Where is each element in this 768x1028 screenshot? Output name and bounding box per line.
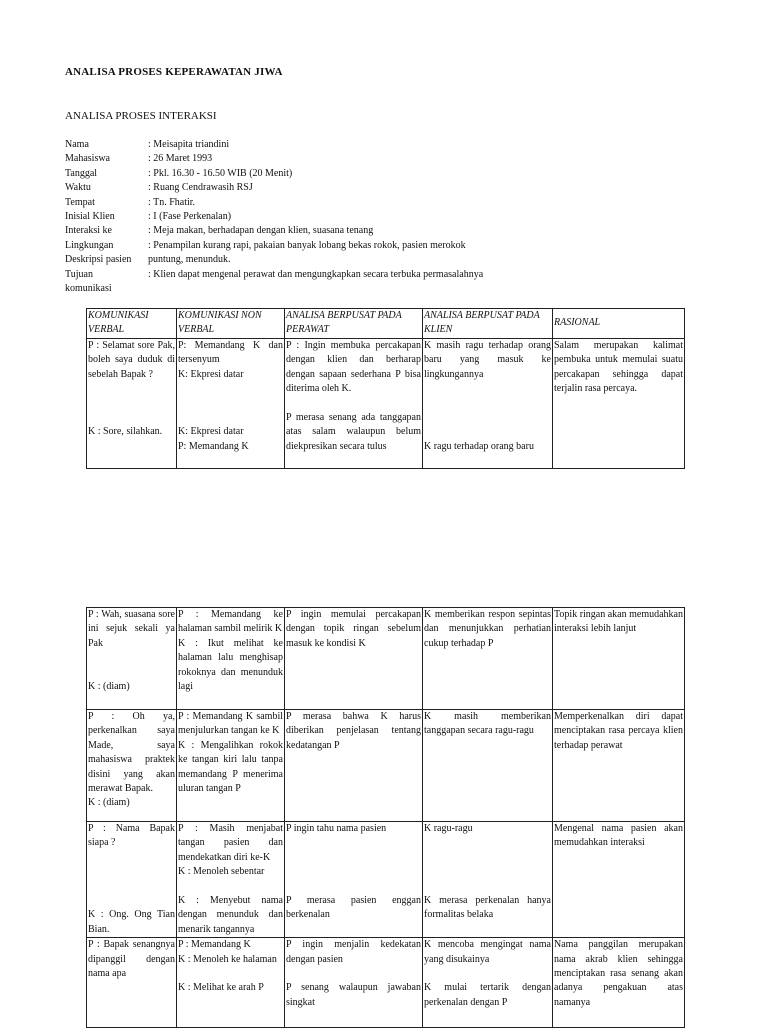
table-header-row xyxy=(87,309,685,339)
info-label: Nama xyxy=(65,139,89,150)
cell-verbal: P : Wah, suasana sore ini sejuk sekali ya Pak K : (diam) xyxy=(87,608,177,710)
interaction-table-2 xyxy=(86,607,685,1028)
info-label: Inisial Klien xyxy=(65,211,115,223)
info-value xyxy=(148,282,705,296)
info-row xyxy=(65,181,705,195)
table-row xyxy=(87,710,685,822)
info-value: : I (Fase Perkenalan) xyxy=(148,211,232,223)
info-row xyxy=(65,138,705,152)
cell-nonverbal: P : Memandang K sambil menjulurkan tangan ke K K : Mengalihkan rokok ke tangan kiri lalu tanpa memandang P menerima uluran tangan P xyxy=(177,710,285,822)
cell-nonverbal: P : Memandang K K : Menoleh ke halaman K : Melihat ke arah P xyxy=(177,938,285,1028)
info-row xyxy=(65,253,705,267)
document-title: ANALISA PROSES KEPERAWATAN JIWA xyxy=(65,66,283,78)
info-value: : 26 Maret 1993 xyxy=(148,153,213,165)
cell-klien: K mencoba mengingat nama yang disukainya K mulai tertarik dengan perkenalan dengan P xyxy=(423,938,553,1028)
cell-nonverbal: P : Masih menjabat tangan pasien dan mendekatkan diri ke-K K : Menoleh sebentar K : Menyebut nama dengan menunduk dan menarik tangannya xyxy=(177,822,285,938)
cell-verbal: P : Nama Bapak siapa ? K : Ong. Ong Tian Bian. xyxy=(87,822,177,938)
table-row xyxy=(87,938,685,1028)
info-label: Mahasiswa xyxy=(65,153,110,165)
table-row xyxy=(87,608,685,710)
info-value: : Ruang Cendrawasih RSJ xyxy=(148,182,253,194)
info-row xyxy=(65,196,705,210)
cell-perawat: P : Ingin membuka percakapan dengan klien dan berharap dengan sapaan sederhana P bisa diterima oleh K. P merasa senang ada tanggapan atas salam walaupun belum diekpresikan secara tulus xyxy=(285,338,423,468)
cell-klien: K masih ragu terhadap orang baru yang masuk ke lingkungannya K ragu terhadap orang baru xyxy=(423,338,553,468)
info-row xyxy=(65,152,705,166)
cell-klien: K ragu-ragu K merasa perkenalan hanya formalitas belaka xyxy=(423,822,553,938)
info-label: Tujuan xyxy=(65,268,93,280)
cell-rasional: Mengenal nama pasien akan memudahkan interaksi xyxy=(553,822,685,938)
info-value: : Pkl. 16.30 - 16.50 WIB (20 Menit) xyxy=(148,167,293,179)
info-row xyxy=(65,224,705,238)
cell-rasional: Nama panggilan merupakan nama akrab klien sehingga menciptakan rasa senang akan adanya pengakuan atas namanya xyxy=(553,938,685,1028)
cell-rasional: Topik ringan akan memudahkan interaksi lebih lanjut xyxy=(553,608,685,710)
patient-info xyxy=(65,138,705,296)
cell-verbal: P : Selamat sore Pak, boleh saya duduk di sebelah Bapak ? K : Sore, silahkan. xyxy=(87,338,177,468)
cell-klien: K masih memberikan tanggapan secara ragu-ragu xyxy=(423,710,553,822)
cell-perawat: P ingin menjalin kedekatan dengan pasien P senang walaupun jawaban singkat xyxy=(285,938,423,1028)
info-row xyxy=(65,282,705,296)
cell-rasional: Memperkenalkan diri dapat menciptakan rasa percaya klien terhadap perawat xyxy=(553,710,685,822)
header-nonverbal: KOMUNIKASI NON VERBAL xyxy=(177,309,285,339)
info-value: puntung, menunduk. xyxy=(148,254,231,266)
header-rasional: RASIONAL xyxy=(553,309,685,339)
cell-nonverbal: P : Memandang ke halaman sambil melirik K K : Ikut melihat ke halaman lalu menghisap rokoknya dan menunduk lagi xyxy=(177,608,285,710)
info-value: : Klien dapat mengenal perawat dan mengungkapkan secara terbuka permasalahnya xyxy=(148,268,484,280)
info-row xyxy=(65,167,705,181)
table-row xyxy=(87,822,685,938)
info-value: : Meisapita triandini xyxy=(148,139,230,150)
info-label: Tanggal xyxy=(65,167,98,179)
header-verbal: KOMUNIKASI VERBAL xyxy=(87,309,177,339)
info-row xyxy=(65,239,705,253)
info-label: komunikasi xyxy=(65,283,112,295)
info-value: : Tn. Fhatir. xyxy=(148,196,196,208)
info-label: Tempat xyxy=(65,196,95,208)
interaction-table-1 xyxy=(86,308,685,469)
cell-perawat: P ingin memulai percakapan dengan topik ringan sebelum masuk ke kondisi K xyxy=(285,608,423,710)
header-perawat: ANALISA BERPUSAT PADA PERAWAT xyxy=(285,309,423,339)
cell-nonverbal: P: Memandang K dan tersenyum K: Ekpresi datar K: Ekpresi datar P: Memandang K xyxy=(177,338,285,468)
cell-perawat: P merasa bahwa K harus diberikan penjelasan tentang kedatangan P xyxy=(285,710,423,822)
info-label: Lingkungan xyxy=(65,239,114,251)
info-row xyxy=(65,210,705,224)
cell-perawat: P ingin tahu nama pasien P merasa pasien enggan berkenalan xyxy=(285,822,423,938)
header-klien: ANALISA BERPUSAT PADA KLIEN xyxy=(423,309,553,339)
cell-verbal: P : Oh ya, perkenalkan saya Made, saya mahasiswa praktek disini yang akan merawat Bapak. K : (diam) xyxy=(87,710,177,822)
info-label: Waktu xyxy=(65,182,91,194)
info-value: : Penampilan kurang rapi, pakaian banyak lobang bekas rokok, pasien merokok xyxy=(148,239,466,251)
table-row xyxy=(87,338,685,468)
cell-verbal: P : Bapak senangnya dipanggil dengan nama apa xyxy=(87,938,177,1028)
cell-klien: K memberikan respon sepintas dan menunjukkan perhatian cukup terhadap P xyxy=(423,608,553,710)
section-title: ANALISA PROSES INTERAKSI xyxy=(65,110,217,122)
info-value: : Meja makan, berhadapan dengan klien, suasana tenang xyxy=(148,225,374,237)
info-label: Interaksi ke xyxy=(65,225,112,237)
info-label: Deskripsi pasien xyxy=(65,254,132,266)
cell-rasional: Salam merupakan kalimat pembuka untuk memulai suatu percakapan sehingga dapat terjalin rasa percaya. xyxy=(553,338,685,468)
info-row xyxy=(65,268,705,282)
